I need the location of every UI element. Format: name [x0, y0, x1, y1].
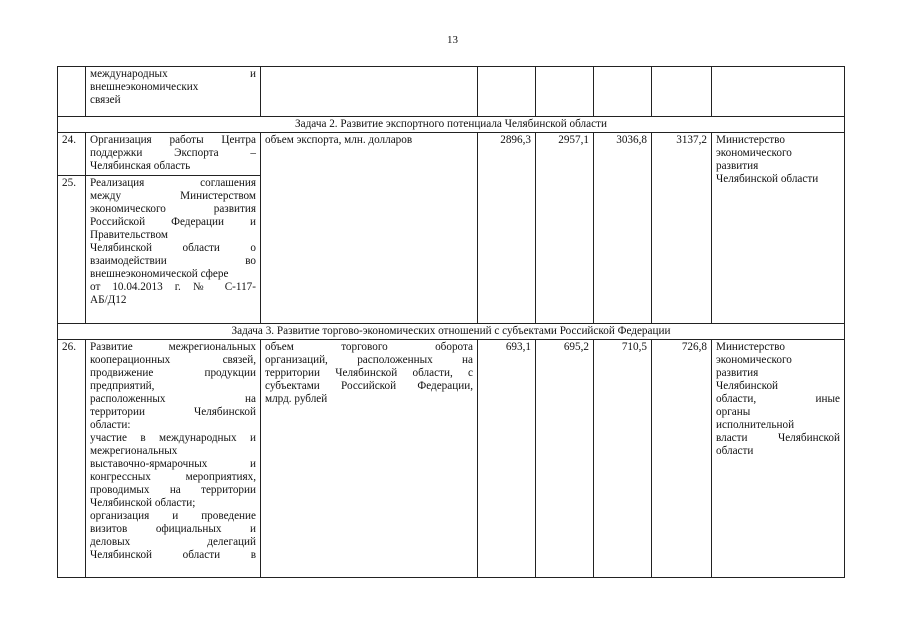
event-line: предприятий, — [90, 380, 155, 392]
cell-value-2015: 710,5 — [594, 340, 652, 578]
event-line: от 10.04.2013 г. № С-117- — [90, 281, 256, 293]
table-row-26 — [58, 340, 845, 578]
event-line: Челябинская область — [90, 160, 191, 172]
responsible-line: развития — [716, 160, 759, 172]
event-line: Российской Федерации и — [90, 216, 256, 228]
cell-value-2013: 2896,3 — [478, 133, 536, 324]
row-number: 26. — [58, 340, 86, 578]
event-line: Челябинской области в — [90, 549, 256, 561]
cell-value-empty — [594, 67, 652, 117]
cell-value-2014: 2957,1 — [536, 133, 594, 324]
cell-value-2016: 726,8 — [652, 340, 712, 578]
cell-event-fragment — [86, 67, 261, 117]
responsible-line: Министерство — [716, 134, 785, 146]
cell-indicator — [261, 340, 478, 578]
responsible-line: области, иные — [716, 393, 840, 405]
responsible-line: органы — [716, 406, 751, 418]
event-line: деловых делегаций — [90, 536, 256, 548]
event-line: Челябинской области; — [90, 497, 196, 509]
cell-value-empty — [652, 67, 712, 117]
cell-event — [86, 133, 261, 176]
row-number: 24. — [58, 133, 86, 176]
cell-value-empty — [536, 67, 594, 117]
event-line: международных и — [90, 68, 256, 80]
cell-responsible — [712, 133, 845, 324]
event-line: области: — [90, 419, 131, 431]
event-line: Правительством — [90, 229, 168, 241]
table-row-fragment — [58, 67, 845, 117]
event-line: внешнеэкономической сфере — [90, 268, 229, 280]
event-line: конгрессных мероприятиях, — [90, 471, 256, 483]
cell-value-2016: 3137,2 — [652, 133, 712, 324]
indicator-line: организаций, расположенных на — [265, 354, 473, 366]
cell-value-2014: 695,2 — [536, 340, 594, 578]
responsible-line: исполнительной — [716, 419, 795, 431]
cell-event — [86, 340, 261, 578]
responsible-line: власти Челябинской — [716, 432, 840, 444]
task2-heading: Задача 2. Развитие экспортного потенциала Челябинской области — [58, 117, 845, 133]
event-line: участие в международных и — [90, 432, 256, 444]
page-number: 13 — [447, 34, 458, 46]
responsible-line: экономического — [716, 147, 792, 159]
event-line: территории Челябинской — [90, 406, 256, 418]
event-line: межрегиональных — [90, 445, 178, 457]
event-line: Развитие межрегиональных — [90, 341, 256, 353]
responsible-line: экономического — [716, 354, 792, 366]
event-line: кооперационных связей, — [90, 354, 256, 366]
responsible-line: Челябинской области — [716, 173, 819, 185]
cell-value-2015: 3036,8 — [594, 133, 652, 324]
event-line: выставочно-ярмарочных и — [90, 458, 256, 470]
indicator-line: объем торгового оборота — [265, 341, 473, 353]
event-line: Организация работы Центра — [90, 134, 256, 146]
event-line: проводимых на территории — [90, 484, 256, 496]
event-line: взаимодействии во — [90, 255, 256, 267]
event-line: Реализация соглашения — [90, 177, 256, 189]
responsible-line: Челябинской — [716, 380, 779, 392]
event-line: организация и проведение — [90, 510, 256, 522]
cell-responsible-empty — [712, 67, 845, 117]
event-line: поддержки Экспорта – — [90, 147, 256, 159]
task-heading-row — [58, 324, 845, 340]
cell-value-empty — [478, 67, 536, 117]
event-line: между Министерством — [90, 190, 256, 202]
task3-heading: Задача 3. Развитие торгово-экономических отношений с субъектами Российской Федерации — [58, 324, 845, 340]
event-line: связей — [90, 94, 121, 106]
cell-event — [86, 176, 261, 324]
event-line: экономического развития — [90, 203, 256, 215]
responsible-line: Министерство — [716, 341, 785, 353]
cell-responsible — [712, 340, 845, 578]
responsible-line: области — [716, 445, 754, 457]
cell-num-empty — [58, 67, 86, 117]
program-table — [57, 66, 845, 578]
responsible-line: развития — [716, 367, 759, 379]
event-line: визитов официальных и — [90, 523, 256, 535]
event-line: внешнеэкономических — [90, 81, 199, 93]
indicator-line: территории Челябинской области, с — [265, 367, 473, 379]
event-line: АБ/Д12 — [90, 294, 127, 306]
event-line: продвижение продукции — [90, 367, 256, 379]
event-line: Челябинской области о — [90, 242, 256, 254]
task-heading-row — [58, 117, 845, 133]
event-line: расположенных на — [90, 393, 256, 405]
row-number: 25. — [58, 176, 86, 324]
cell-value-2013: 693,1 — [478, 340, 536, 578]
indicator-line: субъектами Российской Федерации, — [265, 380, 473, 392]
indicator-line: млрд. рублей — [265, 393, 328, 405]
cell-indicator: объем экспорта, млн. долларов — [261, 133, 478, 324]
cell-indicator-empty — [261, 67, 478, 117]
table-row-24 — [58, 133, 845, 176]
